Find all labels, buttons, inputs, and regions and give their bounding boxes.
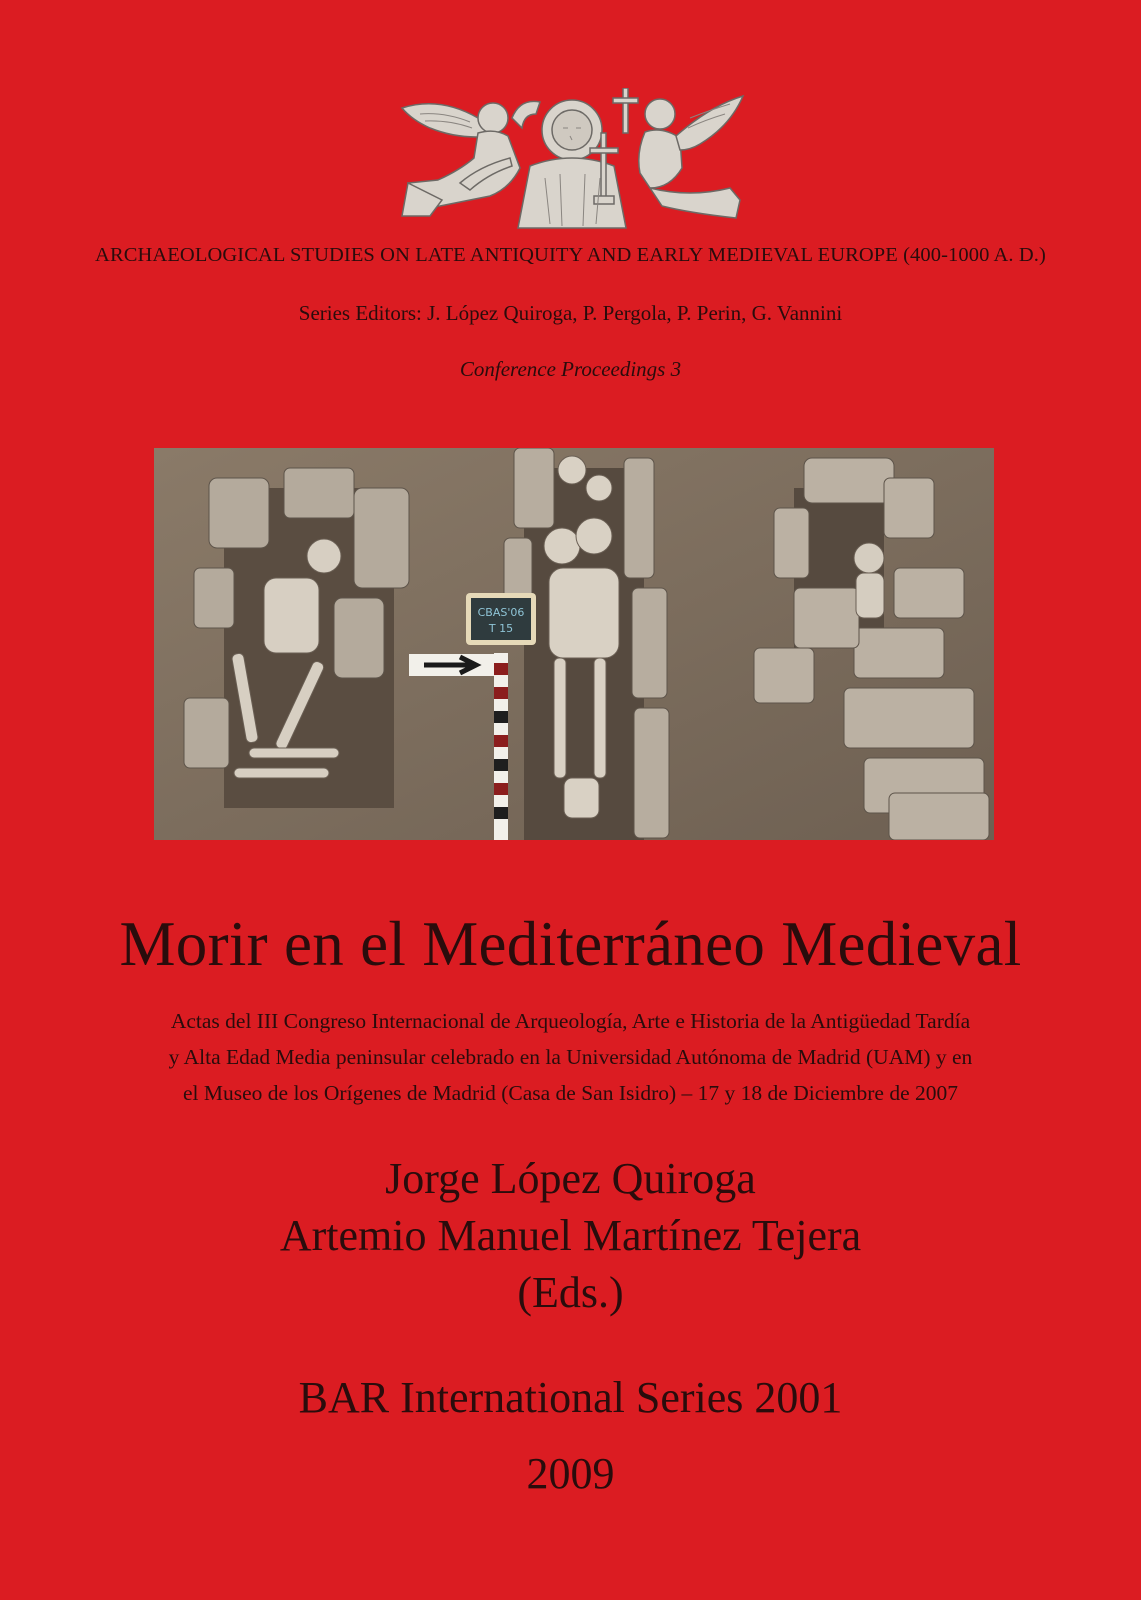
byzantine-relief-emblem-icon	[400, 88, 745, 230]
conference-proceedings: Conference Proceedings 3	[459, 357, 682, 381]
subtitle-line: Actas del III Congreso Internacional de Arqueología, Arte e Historia de la Antigüedad Tardía	[170, 1009, 971, 1033]
book-authors	[0, 1150, 1141, 1321]
excavated-burials-photo-icon	[154, 448, 994, 840]
editors-label: (Eds.)	[517, 1268, 624, 1317]
subtitle-line: el Museo de los Orígenes de Madrid (Casa de San Isidro) – 17 y 18 de Diciembre de 2007	[182, 1081, 958, 1105]
author-name: Jorge López Quiroga	[385, 1154, 756, 1203]
series-name: ARCHAEOLOGICAL STUDIES ON LATE ANTIQUITY AND EARLY MEDIEVAL EUROPE (400-1000 A. D.)	[95, 244, 1046, 266]
series-editors: Series Editors: J. López Quiroga, P. Pergola, P. Perin, G. Vannini	[298, 301, 843, 325]
publication-year: 2009	[526, 1449, 615, 1498]
author-name: Artemio Manuel Martínez Tejera	[279, 1211, 862, 1260]
board-text-1: CBAS'06	[477, 606, 525, 619]
book-title: Morir en el Mediterráneo Medieval	[119, 909, 1022, 979]
subtitle-line: y Alta Edad Media peninsular celebrado en la Universidad Autónoma de Madrid (UAM) y en	[168, 1045, 973, 1069]
book-subtitle	[0, 1003, 1141, 1111]
bar-series-number: BAR International Series 2001	[298, 1373, 843, 1422]
board-text-2: T 15	[488, 622, 514, 635]
